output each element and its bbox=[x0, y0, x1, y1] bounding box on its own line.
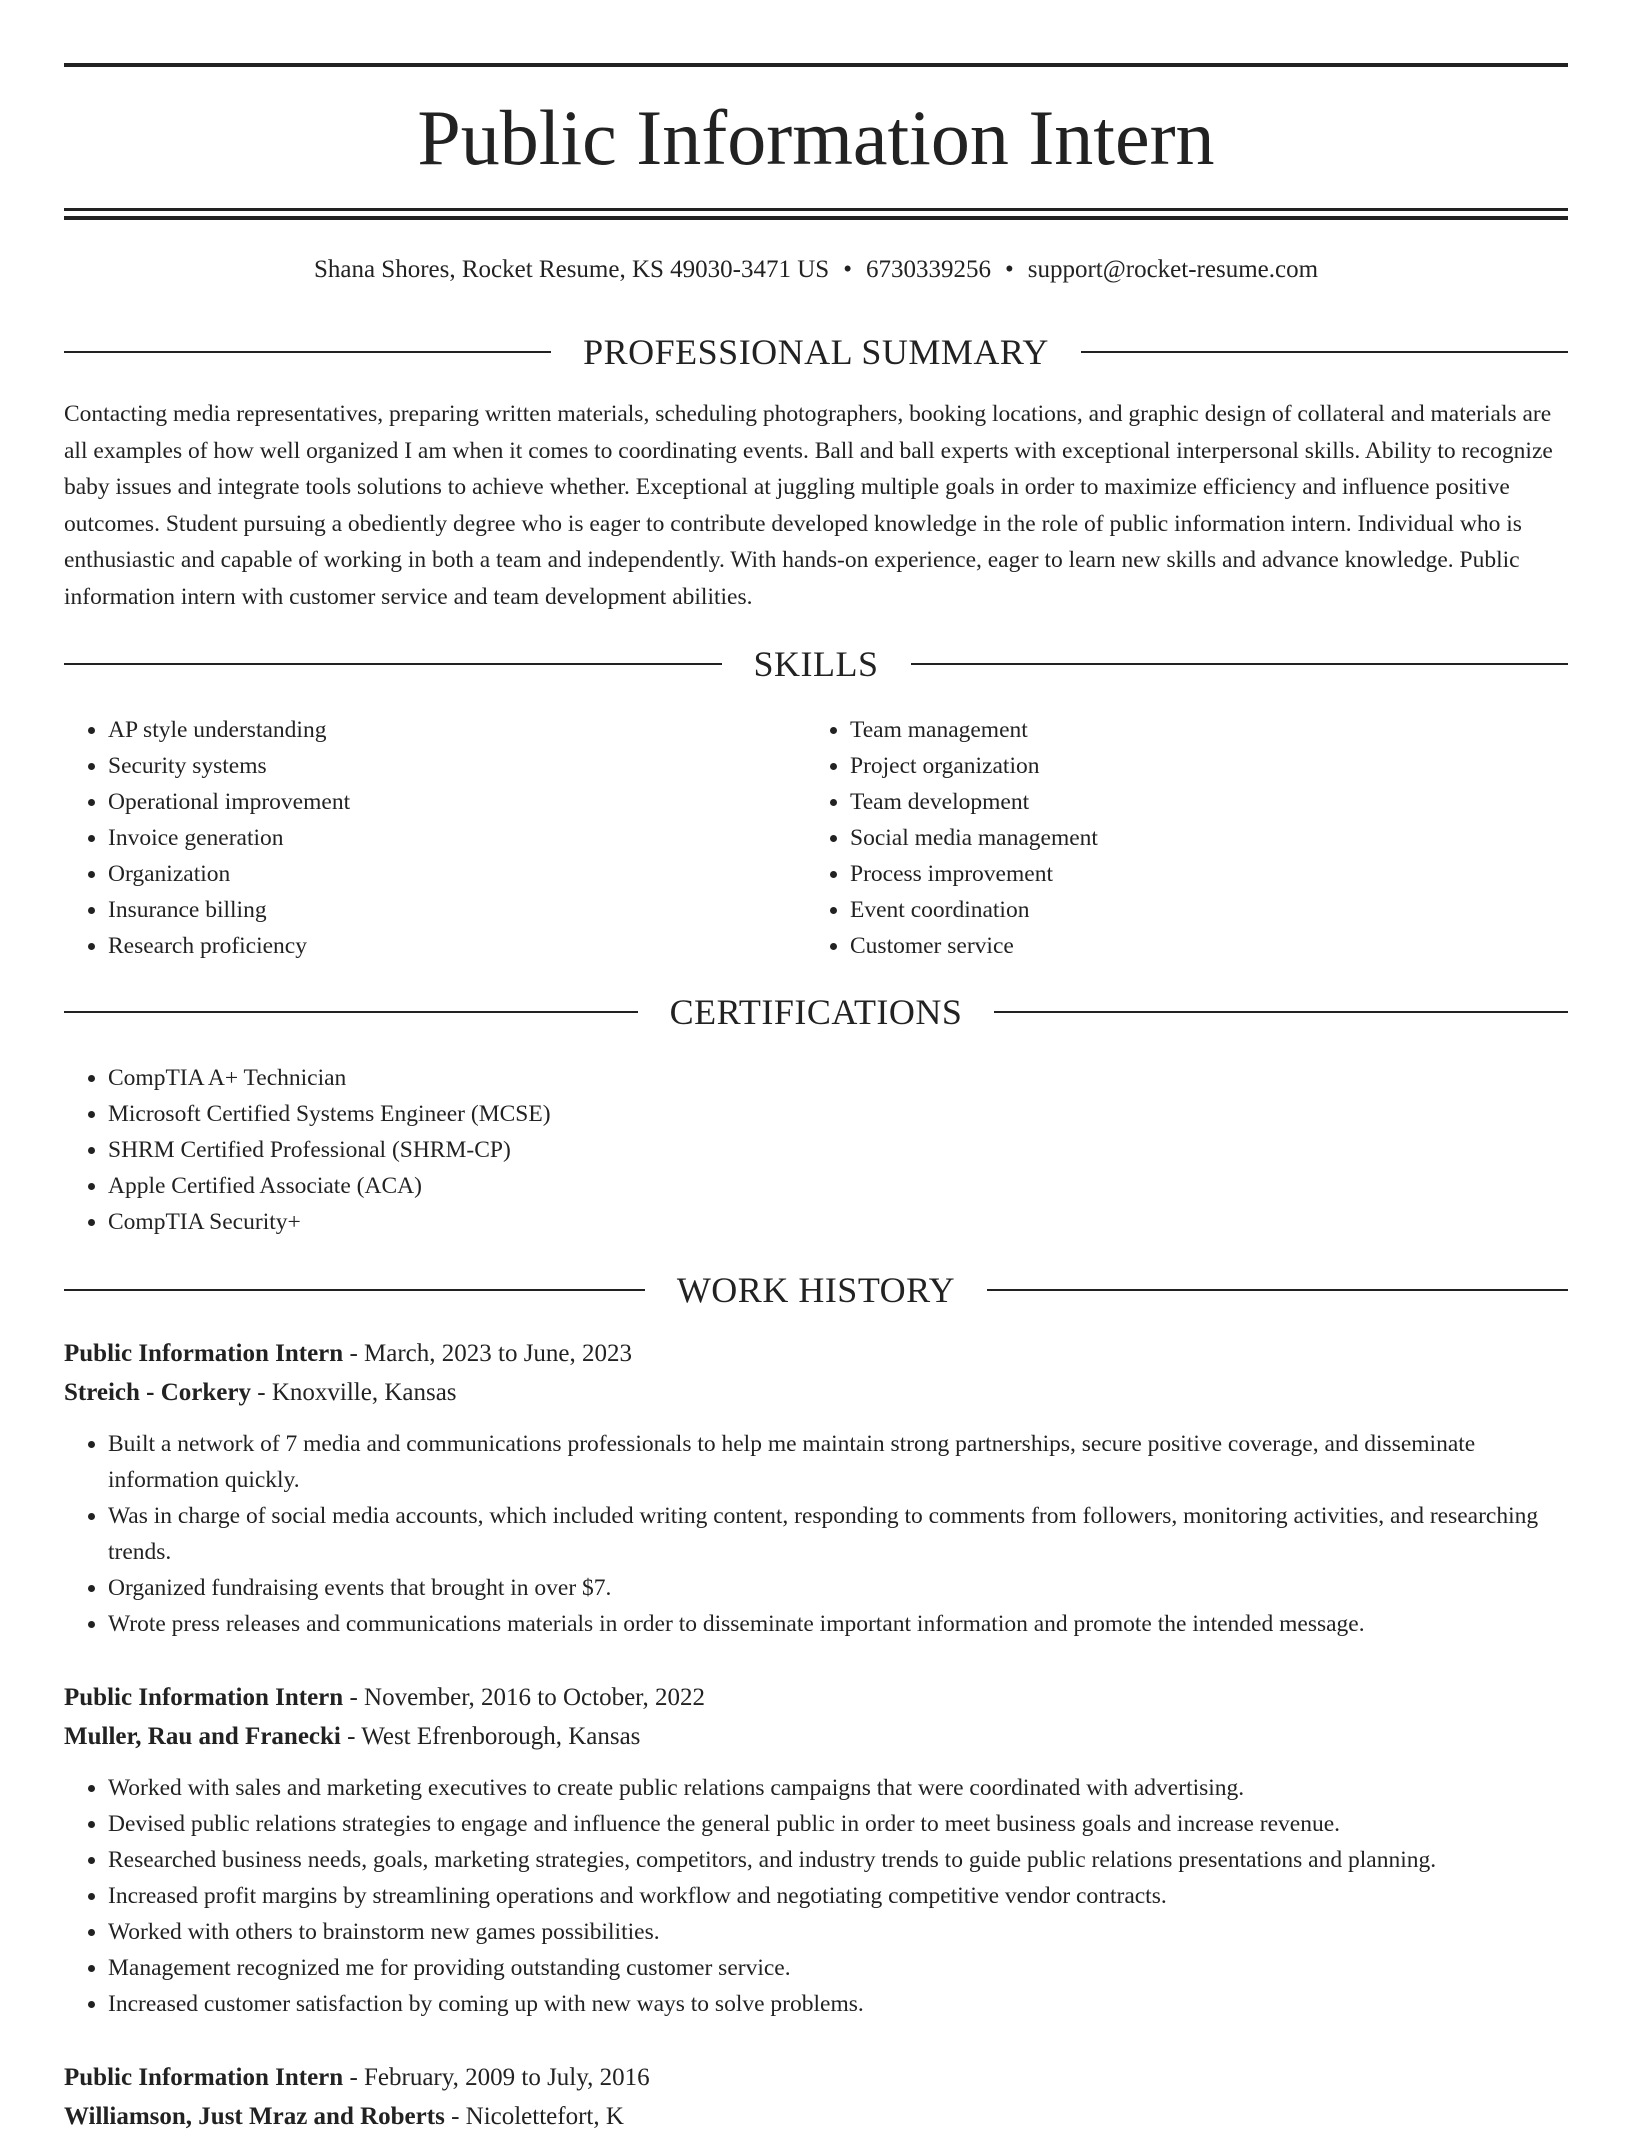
skills-column-right bbox=[806, 712, 1506, 964]
section-title: WORK HISTORY bbox=[676, 1270, 956, 1310]
job-company-line bbox=[64, 1717, 1568, 1756]
job-role: Public Information Intern bbox=[64, 1684, 344, 1711]
contact-line bbox=[64, 252, 1568, 288]
list-item: • Wrote press releases and communications materials in order to disseminate important information and promote the intended message. bbox=[108, 1606, 1568, 1642]
job-company-line bbox=[64, 1373, 1568, 1412]
list-item: • Management recognized me for providing outstanding customer service. bbox=[108, 1950, 1568, 1986]
title-rule-thin bbox=[64, 208, 1568, 211]
list-item: • Worked with sales and marketing executives to create public relations campaigns that were coordinated with advertising. bbox=[108, 1770, 1568, 1806]
list-item: • Organized fundraising events that brought in over $7. bbox=[108, 1570, 1568, 1606]
list-item: • Security systems bbox=[108, 748, 764, 784]
job-location: - West Efrenborough, Kansas bbox=[340, 1723, 641, 1750]
list-item: • Process improvement bbox=[850, 856, 1506, 892]
job-company: Muller, Rau and Franecki bbox=[64, 1723, 341, 1750]
list-item: • Operational improvement bbox=[108, 784, 764, 820]
job-dates: - February, 2009 to July, 2016 bbox=[343, 2064, 650, 2091]
job-title-line bbox=[64, 1678, 1568, 1717]
job-location: - Nicolettefort, K bbox=[444, 2103, 624, 2130]
section-header-certifications bbox=[64, 990, 1568, 1034]
divider bbox=[64, 663, 722, 665]
section-title: CERTIFICATIONS bbox=[669, 992, 963, 1032]
section-title: SKILLS bbox=[753, 644, 879, 684]
job-dates: - November, 2016 to October, 2022 bbox=[343, 1684, 705, 1711]
job-company-line bbox=[64, 2097, 1568, 2136]
list-item: • Invoice generation bbox=[108, 820, 764, 856]
job-entry bbox=[64, 1334, 1568, 1642]
top-rule bbox=[64, 63, 1568, 67]
list-item: • Worked with others to brainstorm new games possibilities. bbox=[108, 1914, 1568, 1950]
list-item: • Increased customer satisfaction by coming up with new ways to solve problems. bbox=[108, 1986, 1568, 2022]
divider bbox=[994, 1011, 1568, 1013]
page-title: Public Information Intern bbox=[417, 94, 1215, 181]
divider bbox=[64, 351, 551, 353]
list-item: • Was in charge of social media accounts, which included writing content, responding to comments from followers, monitoring activities, and researching trends. bbox=[108, 1498, 1568, 1570]
list-item: • SHRM Certified Professional (SHRM-CP) bbox=[108, 1132, 1064, 1168]
divider bbox=[64, 1289, 645, 1291]
list-item: • Event coordination bbox=[850, 892, 1506, 928]
skills-list bbox=[64, 712, 764, 964]
list-item: • Increased profit margins by streamlining operations and workflow and negotiating competitive vendor contracts. bbox=[108, 1878, 1568, 1914]
list-item: • AP style understanding bbox=[108, 712, 764, 748]
certifications bbox=[64, 1060, 1064, 1240]
list-item: • Organization bbox=[108, 856, 764, 892]
list-item: • Built a network of 7 media and communications professionals to help me maintain strong partnerships, secure positive coverage, and disseminate information quickly. bbox=[108, 1426, 1568, 1498]
section-header-summary bbox=[64, 330, 1568, 374]
list-item: • Devised public relations strategies to engage and influence the general public in order to meet business goals and increase revenue. bbox=[108, 1806, 1568, 1842]
divider bbox=[1081, 351, 1568, 353]
list-item: • Team management bbox=[850, 712, 1506, 748]
job-role: Public Information Intern bbox=[64, 1340, 344, 1367]
job-entry bbox=[64, 2058, 1568, 2136]
job-company: Streich - Corkery bbox=[64, 1379, 251, 1406]
list-item: • Research proficiency bbox=[108, 928, 764, 964]
title-rule-thick bbox=[64, 216, 1568, 220]
divider bbox=[911, 663, 1569, 665]
job-bullets bbox=[64, 1770, 1568, 2022]
summary-text: Contacting media representatives, preparing written materials, scheduling photographers, booking locations, and graphic design of collateral and materials are all examples of how well organized I am when it comes to coordinating events. Ball and ball experts with exceptional interpersonal skills. Ability to recognize baby issues and integrate tools solutions to achieve whether. Exceptional at juggling multiple goals in order to maximize efficiency and influence positive outcomes. Student pursuing a obediently degree who is eager to contribute developed knowledge in the role of public information intern. Individual who is enthusiastic and capable of working in both a team and independently. With hands-on experience, eager to learn new skills and advance knowledge. Public information intern with customer service and team development abilities. bbox=[64, 401, 1553, 610]
list-item: • Project organization bbox=[850, 748, 1506, 784]
job-dates: - March, 2023 to June, 2023 bbox=[343, 1340, 633, 1367]
list-item: • Insurance billing bbox=[108, 892, 764, 928]
list-item: • Team development bbox=[850, 784, 1506, 820]
contact-separator: • bbox=[1004, 256, 1014, 283]
list-item: • Apple Certified Associate (ACA) bbox=[108, 1168, 1064, 1204]
divider bbox=[987, 1289, 1568, 1291]
job-entry bbox=[64, 1678, 1568, 2022]
contact-email: support@rocket-resume.com bbox=[1027, 256, 1319, 283]
list-item: • Researched business needs, goals, marketing strategies, competitors, and industry trends to guide public relations presentations and planning. bbox=[108, 1842, 1568, 1878]
job-title-line bbox=[64, 2058, 1568, 2097]
section-header-skills bbox=[64, 642, 1568, 686]
list-item: • CompTIA Security+ bbox=[108, 1204, 1064, 1240]
job-bullets bbox=[64, 1426, 1568, 1642]
skills-column-left bbox=[64, 712, 764, 964]
job-location: - Knoxville, Kansas bbox=[251, 1379, 457, 1406]
divider bbox=[64, 1011, 638, 1013]
job-role: Public Information Intern bbox=[64, 2064, 344, 2091]
list-item: • CompTIA A+ Technician bbox=[108, 1060, 1064, 1096]
section-header-work-history bbox=[64, 1268, 1568, 1312]
contact-phone: 6730339256 bbox=[865, 256, 991, 283]
certifications-list bbox=[64, 1060, 1064, 1240]
job-company: Williamson, Just Mraz and Roberts bbox=[64, 2103, 445, 2130]
contact-address: Shana Shores, Rocket Resume, KS 49030-3471 US bbox=[313, 256, 830, 283]
skills-list bbox=[806, 712, 1506, 964]
section-title: PROFESSIONAL SUMMARY bbox=[583, 332, 1049, 372]
list-item: • Social media management bbox=[850, 820, 1506, 856]
job-title-line bbox=[64, 1334, 1568, 1373]
list-item: • Customer service bbox=[850, 928, 1506, 964]
contact-separator: • bbox=[843, 256, 852, 283]
list-item: • Microsoft Certified Systems Engineer (MCSE) bbox=[108, 1096, 1064, 1132]
